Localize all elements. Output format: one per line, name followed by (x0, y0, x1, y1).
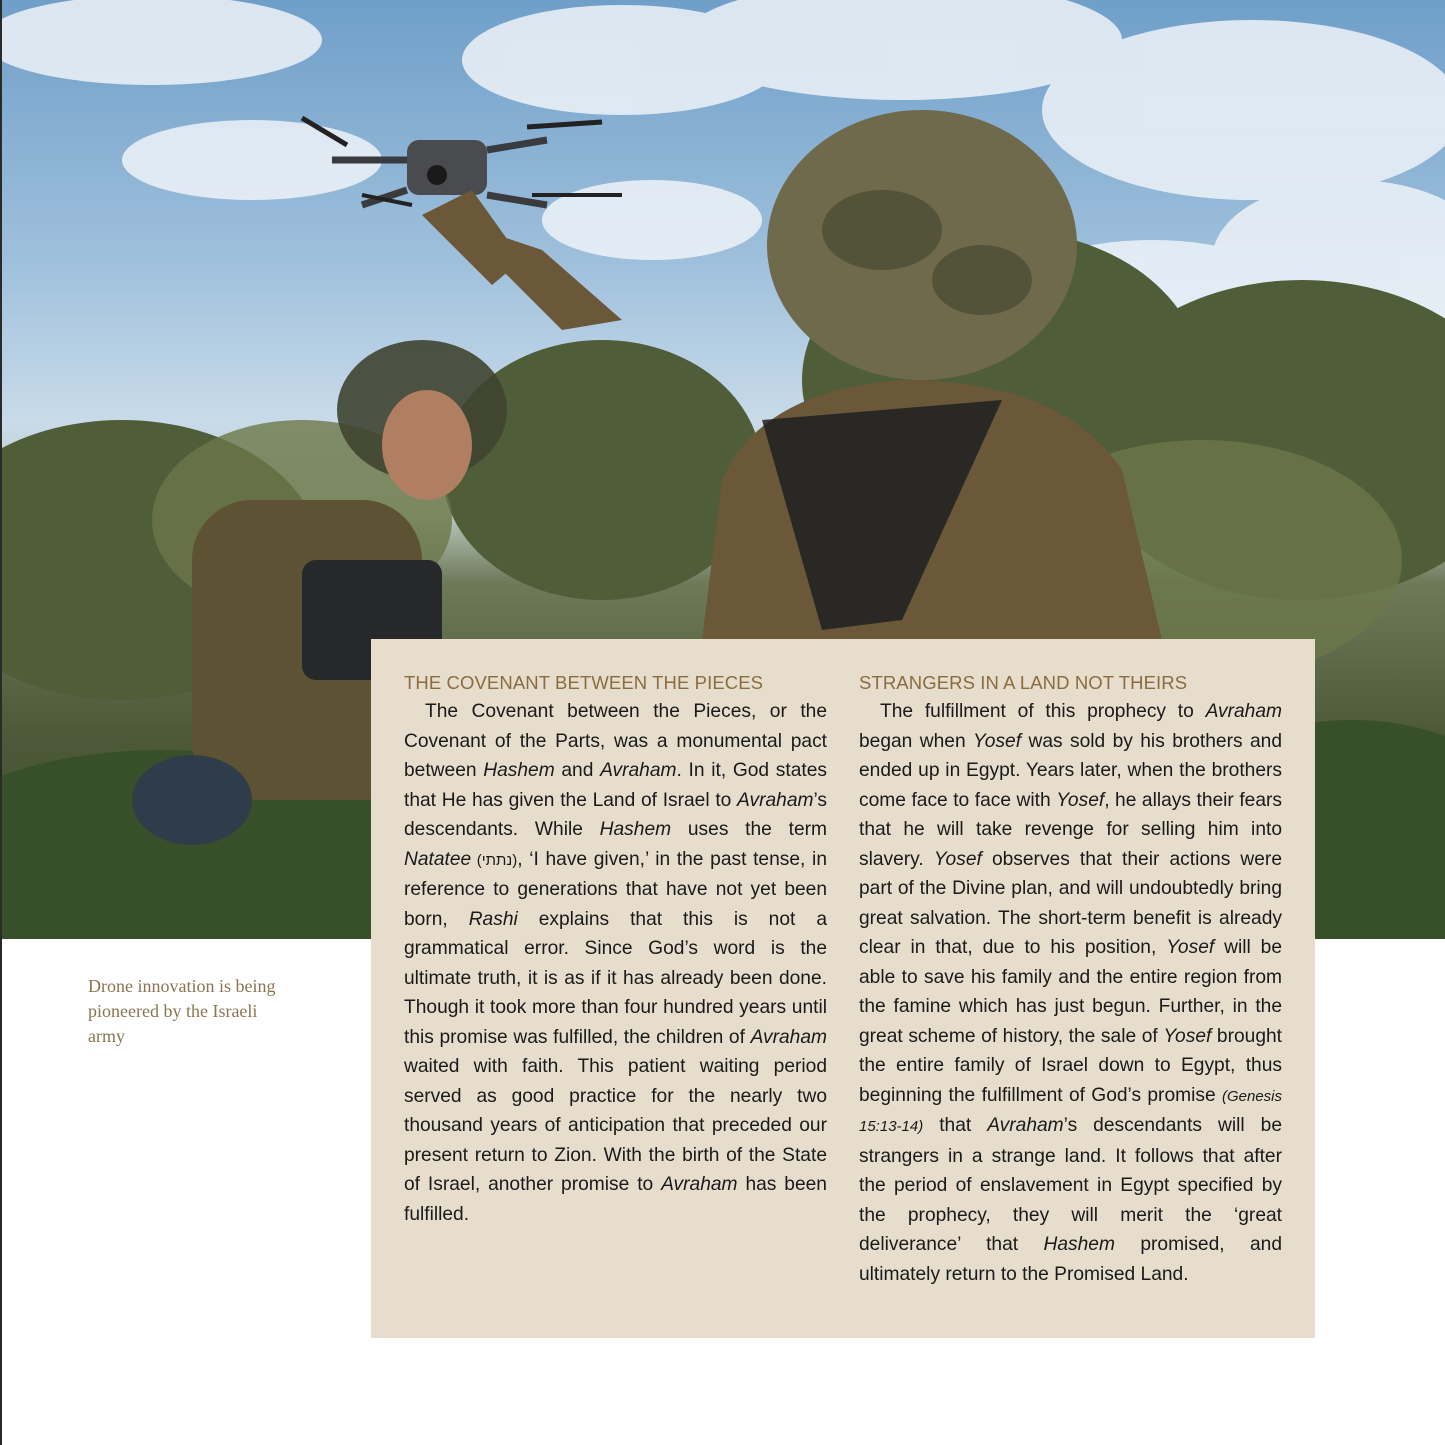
heading-strangers: STRANGERS IN A LAND NOT THEIRS (859, 672, 1188, 693)
column-strangers (859, 668, 1282, 1289)
genesis-reference: (Genesis 15:13-14) (859, 1087, 1282, 1135)
column-covenant (404, 668, 827, 1229)
paragraph-covenant: The Covenant between the Pieces, or the Covenant of the Parts, was a monumental pact between Hashem and Avraham. In it, God states that He has given the Land of Israel to Avraham’s descendants. While Hashem uses the term Natatee (נתתי), ‘I have given,’ in the past tense, in reference to generations that have not yet been born, Rashi explains that this is not a grammatical error. Since God’s word is the ultimate truth, it is as if it has already been done. Though it took more than four hundred years until this promise was fulfilled, the children of Avraham waited with faith. This patient waiting period served as good practice for the nearly two thousand years of anticipation that preceded our present return to Zion. With the birth of the State of Israel, another promise to Avraham has been fulfilled. (404, 701, 827, 1225)
paragraph-strangers: The fulfillment of this prophecy to Avraham began when Yosef was sold by his brothers and ended up in Egypt. Years later, when the brothers come face to face with Yosef, he allays their fears that he will take revenge for selling him into slavery. Yosef observes that their actions were part of the Divine plan, and will undoubtedly bring great salvation. The short-term benefit is already clear in that, due to his position, Yosef will be able to save his family and the entire region from the famine which has just begun. Further, in the great scheme of history, the sale of Yosef brought the entire family of Israel down to Egypt, thus beginning the fulfillment of God’s promise (Genesis 15:13-14) that Avraham’s descendants will be strangers in a strange land. It follows that after the period of enslavement in Egypt specified by the prophecy, they will merit the ‘great deliverance’ that Hashem promised, and ultimately return to the Promised Land. (859, 701, 1282, 1285)
heading-covenant: THE COVENANT BETWEEN THE PIECES (404, 672, 764, 693)
photo-caption: Drone innovation is being pioneered by the Israeli army (88, 976, 276, 1046)
